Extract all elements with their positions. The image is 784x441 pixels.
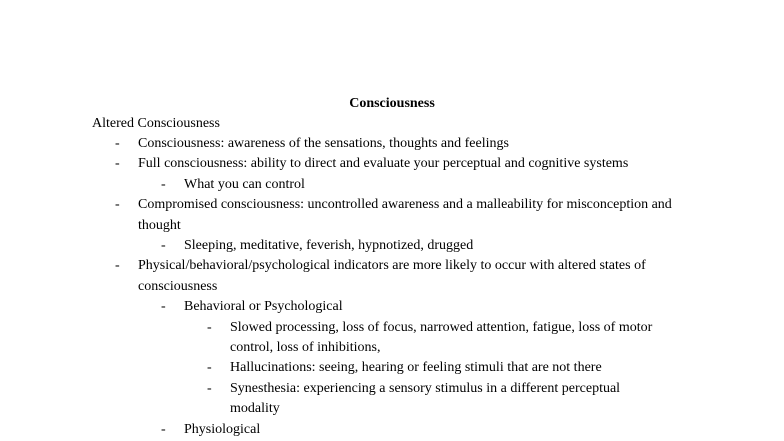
list-item: [0, 154, 784, 174]
list-item-text: Behavioral or Psychological: [184, 299, 343, 315]
list-item-text: Slowed processing, loss of focus, narrowed attention, fatigue, loss of motor control, loss of inhibitions,: [230, 319, 653, 356]
list-item-text: Consciousness: awareness of the sensations, thoughts and feelings: [138, 136, 509, 151]
list-item-text: Hallucinations: seeing, hearing or feeling stimuli that are not there: [230, 360, 602, 376]
document-title: Consciousness: [349, 96, 435, 111]
bullet-dash: -: [115, 197, 120, 213]
list-item: [0, 358, 784, 378]
bullet-dash: -: [115, 156, 120, 172]
list-item: [0, 175, 784, 195]
bullet-dash: -: [207, 380, 212, 396]
bullet-dash: -: [207, 360, 212, 376]
list-item-text: What you can control: [184, 176, 305, 192]
list-item: [0, 379, 784, 420]
list-item-text: Physical/behavioral/psychological indicators are more likely to occur with altered states of consciousness: [138, 258, 646, 294]
list-item: [0, 256, 784, 297]
bullet-dash: -: [161, 238, 166, 254]
list-item: [0, 236, 784, 256]
list-item: [0, 195, 784, 236]
bullet-dash: -: [161, 176, 166, 192]
list-item: [0, 420, 784, 440]
section-heading: Altered Consciousness: [92, 116, 220, 131]
list-item: [0, 297, 784, 317]
list-item: [0, 318, 784, 359]
bullet-dash: -: [115, 136, 120, 151]
list-item: [0, 134, 784, 154]
list-item-text: Physiological: [184, 421, 261, 437]
bullet-dash: -: [207, 319, 212, 335]
bullet-dash: -: [115, 258, 120, 274]
bullet-dash: -: [161, 299, 166, 315]
list-item-text: Synesthesia: experiencing a sensory stimulus in a different perceptual modality: [230, 380, 621, 417]
bullet-dash: -: [161, 421, 166, 437]
list-item-text: Sleeping, meditative, feverish, hypnotized, drugged: [184, 238, 474, 254]
list-item-text: Full consciousness: ability to direct and evaluate your perceptual and cognitive systems: [138, 156, 629, 172]
list-item-text: Compromised consciousness: uncontrolled awareness and a malleability for misconception and thought: [138, 197, 672, 233]
bullet-list: [0, 134, 784, 440]
